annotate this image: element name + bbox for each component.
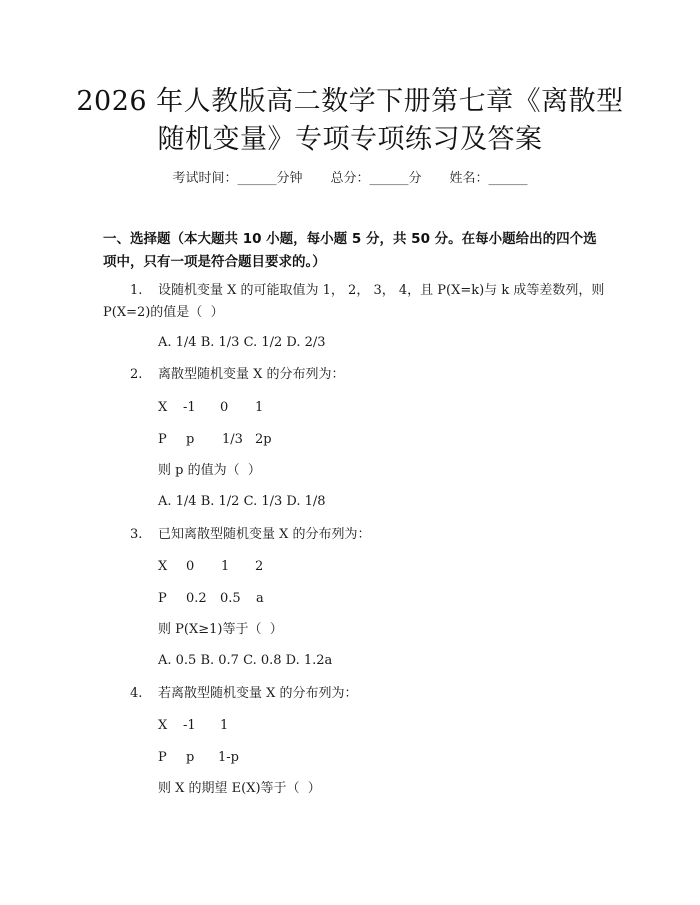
question-1-stem-line-2: P(X=2)的值是（ ） — [103, 305, 224, 320]
question-3-x-label: X — [158, 559, 168, 574]
question-2-x-value: 0 — [220, 400, 229, 415]
question-2-p-value: p — [186, 432, 195, 447]
question-2-p-label: P — [158, 432, 167, 447]
question-3-x-value: 1 — [221, 559, 230, 574]
document-title-line-1: 2026 年人教版高二数学下册第七章《离散型 — [76, 86, 624, 117]
question-2-options: A. 1/4 B. 1/2 C. 1/3 D. 1/8 — [158, 494, 326, 509]
section-heading-line-1: 一、选择题（本大题共 10 小题，每小题 5 分，共 50 分。在每小题给出的四个选 — [103, 231, 597, 247]
question-4-x-label: X — [158, 718, 168, 733]
question-4-p-label: P — [158, 750, 167, 765]
question-2-x-value: -1 — [183, 400, 196, 415]
question-2-stem: 离散型随机变量 X 的分布列为： — [158, 367, 345, 382]
question-2-x-value: 1 — [255, 400, 264, 415]
question-1-number: 1. — [130, 283, 143, 298]
section-heading-line-2: 项中，只有一项是符合题目要求的。） — [103, 254, 326, 270]
question-4-ask: 则 X 的期望 E(X)等于（ ） — [158, 781, 321, 796]
question-3-number: 3. — [130, 527, 143, 542]
question-4-x-value: 1 — [220, 718, 229, 733]
question-3-x-value: 2 — [255, 559, 264, 574]
question-3-x-value: 0 — [186, 559, 195, 574]
question-4-x-value: -1 — [183, 718, 196, 733]
question-3-p-label: P — [158, 591, 167, 606]
exam-score-field: 总分：______分 — [330, 171, 422, 186]
question-4-p-value: p — [186, 750, 195, 765]
question-2-p-value: 2p — [255, 432, 272, 447]
question-3-p-value: a — [256, 591, 264, 606]
question-4-stem: 若离散型随机变量 X 的分布列为： — [158, 686, 358, 701]
question-2-number: 2. — [130, 367, 143, 382]
question-3-stem: 已知离散型随机变量 X 的分布列为： — [158, 527, 371, 542]
question-3-options: A. 0.5 B. 0.7 C. 0.8 D. 1.2a — [158, 653, 333, 668]
exam-name-field: 姓名：______ — [449, 171, 528, 186]
document-title-line-2: 随机变量》专项专项练习及答案 — [157, 124, 543, 155]
question-2-ask: 则 p 的值为（ ） — [158, 463, 261, 478]
question-4-p-value: 1-p — [218, 750, 239, 765]
question-2-p-value: 1/3 — [222, 432, 243, 447]
question-3-p-value: 0.2 — [186, 591, 207, 606]
question-2-x-label: X — [158, 400, 168, 415]
question-3-p-value: 0.5 — [220, 591, 241, 606]
question-1-options: A. 1/4 B. 1/3 C. 1/2 D. 2/3 — [158, 335, 326, 350]
question-3-ask: 则 P(X≥1)等于（ ） — [158, 622, 283, 637]
exam-meta — [0, 167, 700, 186]
exam-time-field: 考试时间：______分钟 — [172, 171, 303, 186]
question-1-stem-line-1: 设随机变量 X 的可能取值为 1， 2， 3， 4，且 P(X=k)与 k 成等差数列，则 — [158, 283, 605, 298]
question-4-number: 4. — [130, 686, 143, 701]
